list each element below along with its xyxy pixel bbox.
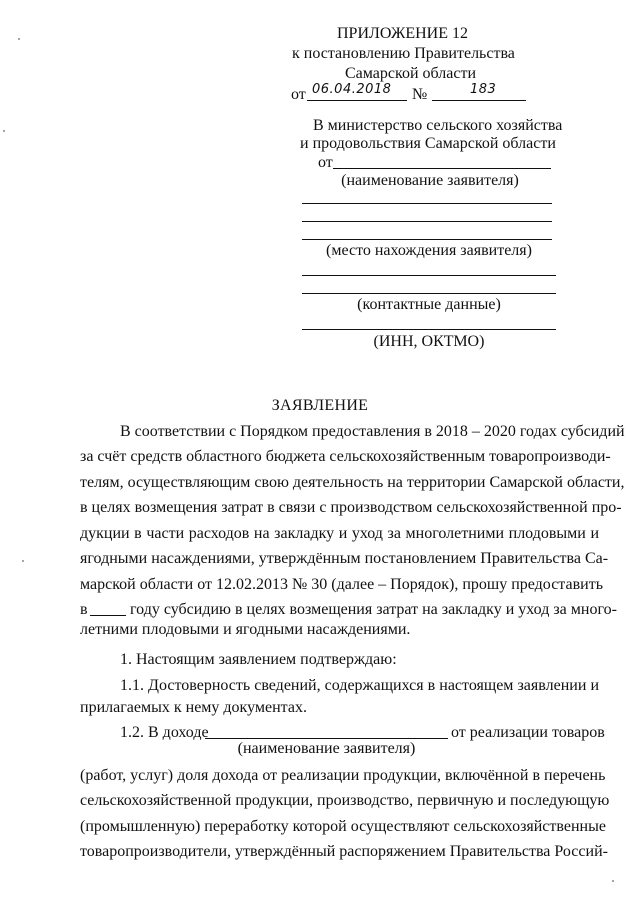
- blank-line: [302, 221, 552, 222]
- scan-speck: [18, 38, 20, 40]
- item-1-1-line: 1.1. Достоверность сведений, содержащихся в настоящем заявлении и: [120, 677, 599, 694]
- para1-line: ягодными насаждениями, утверждённым постановлением Правительства Са-: [80, 550, 609, 567]
- para1-line: В соответствии с Порядком предоставления в 2018 – 2020 годах субсидий: [120, 423, 625, 440]
- scan-speck: [612, 880, 614, 882]
- number-prefix: №: [412, 86, 428, 103]
- label-contacts: (контактные данные): [357, 296, 501, 313]
- blank-line: [302, 203, 552, 204]
- label-applicant-name-2: (наименование заявителя): [237, 740, 416, 757]
- para1-line: году субсидию в целях возмещения затрат на закладку и уход за много-: [130, 601, 617, 618]
- para2-line: (работ, услуг) доля дохода от реализации продукции, включённой в перечень: [80, 767, 606, 784]
- handwritten-date: 06.04.2018: [312, 82, 392, 97]
- item-1-2-suffix: от реализации товаров: [451, 724, 605, 741]
- para1-line: за счёт средств областного бюджета сельскохозяйственным товаропроизводи-: [80, 448, 611, 465]
- para1-last-line: летними плодовыми и ягодными насаждениями.: [80, 621, 411, 638]
- scan-speck: [22, 560, 24, 562]
- document-heading: ЗАЯВЛЕНИЕ: [271, 397, 369, 414]
- blank-line: [302, 329, 556, 330]
- para2-line: товаропроизводители, утверждённый распоряжением Правительства Россий-: [80, 843, 608, 860]
- item-1-1-line: прилагаемых к нему документах.: [80, 699, 307, 716]
- appendix-decree-line: к постановлению Правительства: [292, 45, 515, 62]
- label-applicant-name: (наименование заявителя): [341, 172, 519, 189]
- item-1: 1. Настоящим заявлением подтверждаю:: [120, 651, 397, 668]
- label-location: (место нахождения заявителя): [326, 242, 532, 259]
- para1-line: в целях возмещения затрат в связи с производством сельскохозяйственной про-: [80, 499, 622, 516]
- number-underline: [432, 100, 526, 101]
- scan-speck: [3, 130, 5, 132]
- date-underline: [307, 100, 407, 101]
- para2-line: (промышленную) переработку которой осуществляют сельскохозяйственные: [80, 818, 606, 835]
- year-prefix: в: [80, 601, 88, 618]
- para1-line: телям, осуществляющим свою деятельность на территории Самарской области,: [80, 474, 625, 491]
- item-1-2-prefix: 1.2. В доходе: [120, 724, 209, 741]
- blank-line: [302, 275, 556, 276]
- appendix-title: ПРИЛОЖЕНИЕ 12: [337, 25, 469, 42]
- para2-line: сельскохозяйственной продукции, производство, первичную и последующую: [80, 792, 610, 809]
- year-blank: [90, 615, 126, 616]
- para1-line: марской области от 12.02.2013 № 30 (далее – Порядок), прошу предоставить: [80, 576, 603, 593]
- from-prefix: от: [318, 154, 333, 171]
- label-inn: (ИНН, ОКТМО): [373, 333, 485, 350]
- date-prefix: от: [291, 86, 306, 103]
- handwritten-number: 183: [470, 82, 497, 97]
- para1-line: дукции в части расходов на закладку и уход за многолетними плодовыми и: [80, 525, 599, 542]
- addressee-line1: В министерство сельского хозяйства: [313, 117, 563, 134]
- blank-line: [302, 293, 556, 294]
- appendix-region-line: Самарской области: [345, 65, 476, 82]
- blank-line: [302, 239, 552, 240]
- applicant-name-line: [333, 168, 551, 169]
- addressee-line2: и продовольствия Самарской области: [300, 135, 556, 152]
